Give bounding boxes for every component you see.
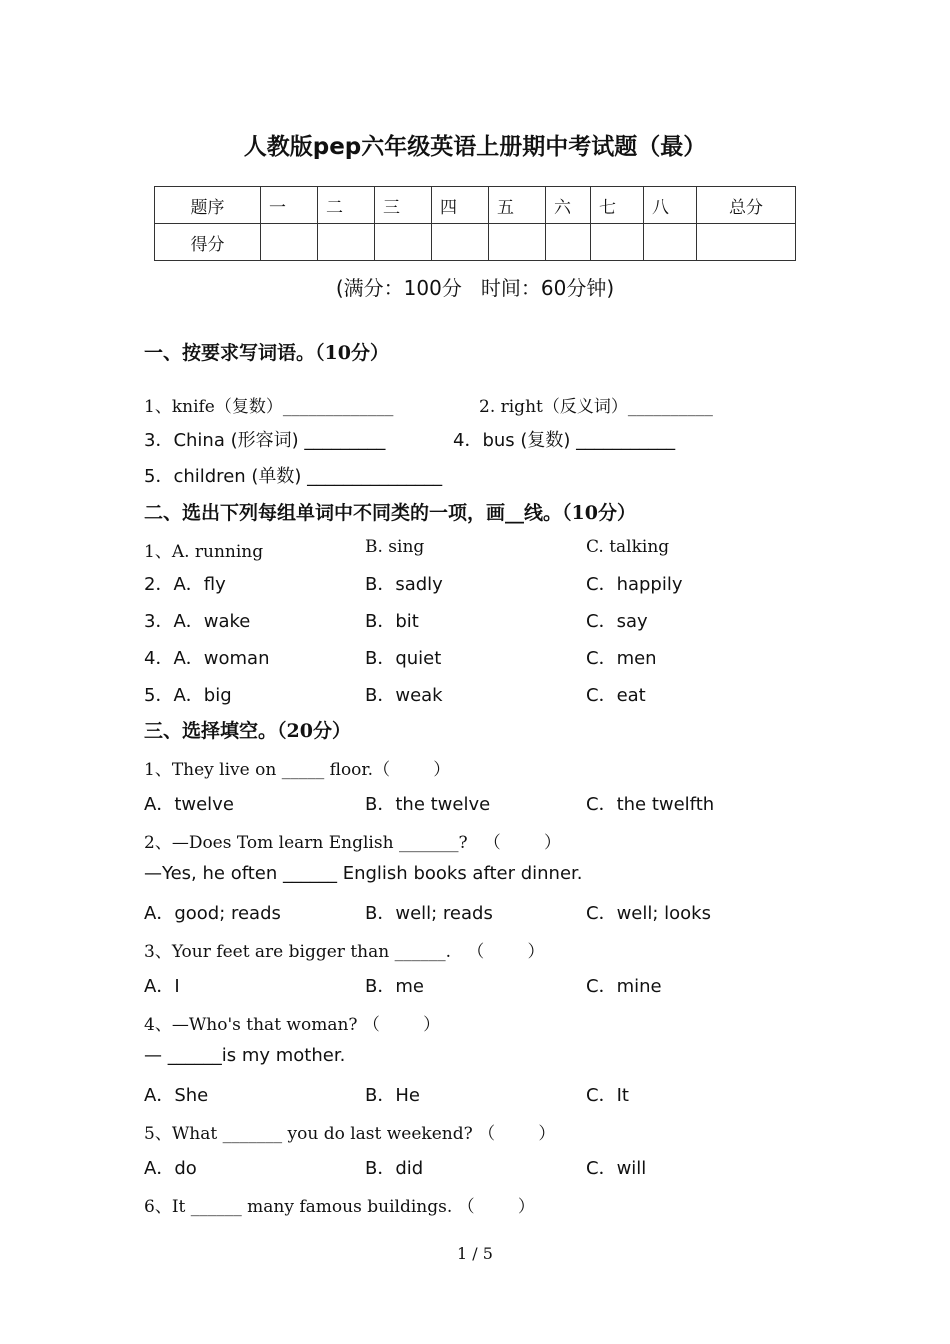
section1-item: 1、knife（复数）_____________ [144, 397, 394, 417]
score-table [154, 186, 796, 261]
question-stem: 4、—Who's that woman? （ ） [144, 1015, 441, 1035]
section2-option: B. sing [365, 537, 425, 557]
score-table-header-cell: 一 [261, 187, 318, 224]
score-cell[interactable] [375, 224, 432, 261]
answer-option: B．did [365, 1158, 424, 1179]
section2-option: C．eat [586, 685, 646, 706]
section2-option: B．sadly [365, 574, 443, 595]
answer-option: B．the twelve [365, 794, 491, 815]
score-table-header-cell: 四 [432, 187, 489, 224]
score-cell[interactable] [546, 224, 591, 261]
question-stem: 6、It ______ many famous buildings. （ ） [144, 1197, 535, 1217]
answer-option: A．twelve [144, 794, 234, 815]
section2-option: C．men [586, 648, 657, 669]
section2-option: B．weak [365, 685, 443, 706]
section2-option: C. talking [586, 537, 670, 557]
section2-option: C．say [586, 611, 648, 632]
score-table-header-cell: 七 [591, 187, 644, 224]
answer-option: C．will [586, 1158, 647, 1179]
page-title: 人教版pep六年级英语上册期中考试题（最） [243, 134, 707, 160]
answer-option: C．the twelfth [586, 794, 715, 815]
section1-heading: 一、按要求写词语。（10分） [144, 342, 389, 364]
score-table-header-cell: 六 [546, 187, 591, 224]
section1-item: 5．children (单数) _______________ [144, 466, 443, 487]
score-table-header-cell: 总分 [697, 187, 796, 224]
answer-option: B．He [365, 1085, 420, 1106]
answer-option: A．do [144, 1158, 197, 1179]
score-table-header-cell: 二 [318, 187, 375, 224]
answer-option: C．well; looks [586, 903, 711, 924]
section2-option: B．quiet [365, 648, 442, 669]
answer-option: A．She [144, 1085, 209, 1106]
score-cell[interactable] [432, 224, 489, 261]
score-cell[interactable] [261, 224, 318, 261]
question-stem: 3、Your feet are bigger than ______. （ ） [144, 942, 545, 962]
question-line: — ______is my mother. [144, 1045, 346, 1066]
section2-option: 2．A．fly [144, 574, 226, 595]
section3-heading: 三、选择填空。（20分） [144, 720, 351, 742]
score-table-header-cell: 三 [375, 187, 432, 224]
answer-option: B．me [365, 976, 424, 997]
section2-option: 4．A．woman [144, 648, 270, 669]
score-table-header-row [155, 187, 796, 224]
page-number: 1 / 5 [457, 1244, 493, 1263]
score-table-header-cell: 题序 [155, 187, 261, 224]
section2-heading: 二、选出下列每组单词中不同类的一项，画__线。（10分） [144, 502, 636, 524]
answer-option: A．I [144, 976, 180, 997]
section2-option: 5．A．big [144, 685, 232, 706]
question-stem: 1、They live on _____ floor.（ ） [144, 760, 451, 780]
section1-item: 2. right（反义词）__________ [479, 397, 713, 417]
score-cell[interactable] [697, 224, 796, 261]
answer-option: C．mine [586, 976, 662, 997]
score-table-header-cell: 五 [489, 187, 546, 224]
question-stem: 2、—Does Tom learn English _______? （ ） [144, 833, 562, 853]
score-table-score-row [155, 224, 796, 261]
score-cell[interactable] [318, 224, 375, 261]
question-stem: 5、What _______ you do last weekend? （ ） [144, 1124, 556, 1144]
score-cell[interactable] [644, 224, 697, 261]
score-table-row-label: 得分 [155, 224, 261, 261]
section2-option: 1、A. running [144, 542, 264, 562]
question-line: —Yes, he often ______ English books after dinner. [144, 863, 583, 884]
section1-item: 4．bus (复数) ___________ [453, 430, 676, 451]
score-cell[interactable] [489, 224, 546, 261]
section2-option: B．bit [365, 611, 419, 632]
full-score-note: (满分：100分 时间：60分钟) [335, 276, 615, 300]
answer-option: C．It [586, 1085, 629, 1106]
answer-option: A．good; reads [144, 903, 281, 924]
section2-option: C．happily [586, 574, 683, 595]
score-table-header-cell: 八 [644, 187, 697, 224]
score-cell[interactable] [591, 224, 644, 261]
section2-option: 3．A．wake [144, 611, 251, 632]
section1-item: 3．China (形容词) _________ [144, 430, 386, 451]
answer-option: B．well; reads [365, 903, 493, 924]
